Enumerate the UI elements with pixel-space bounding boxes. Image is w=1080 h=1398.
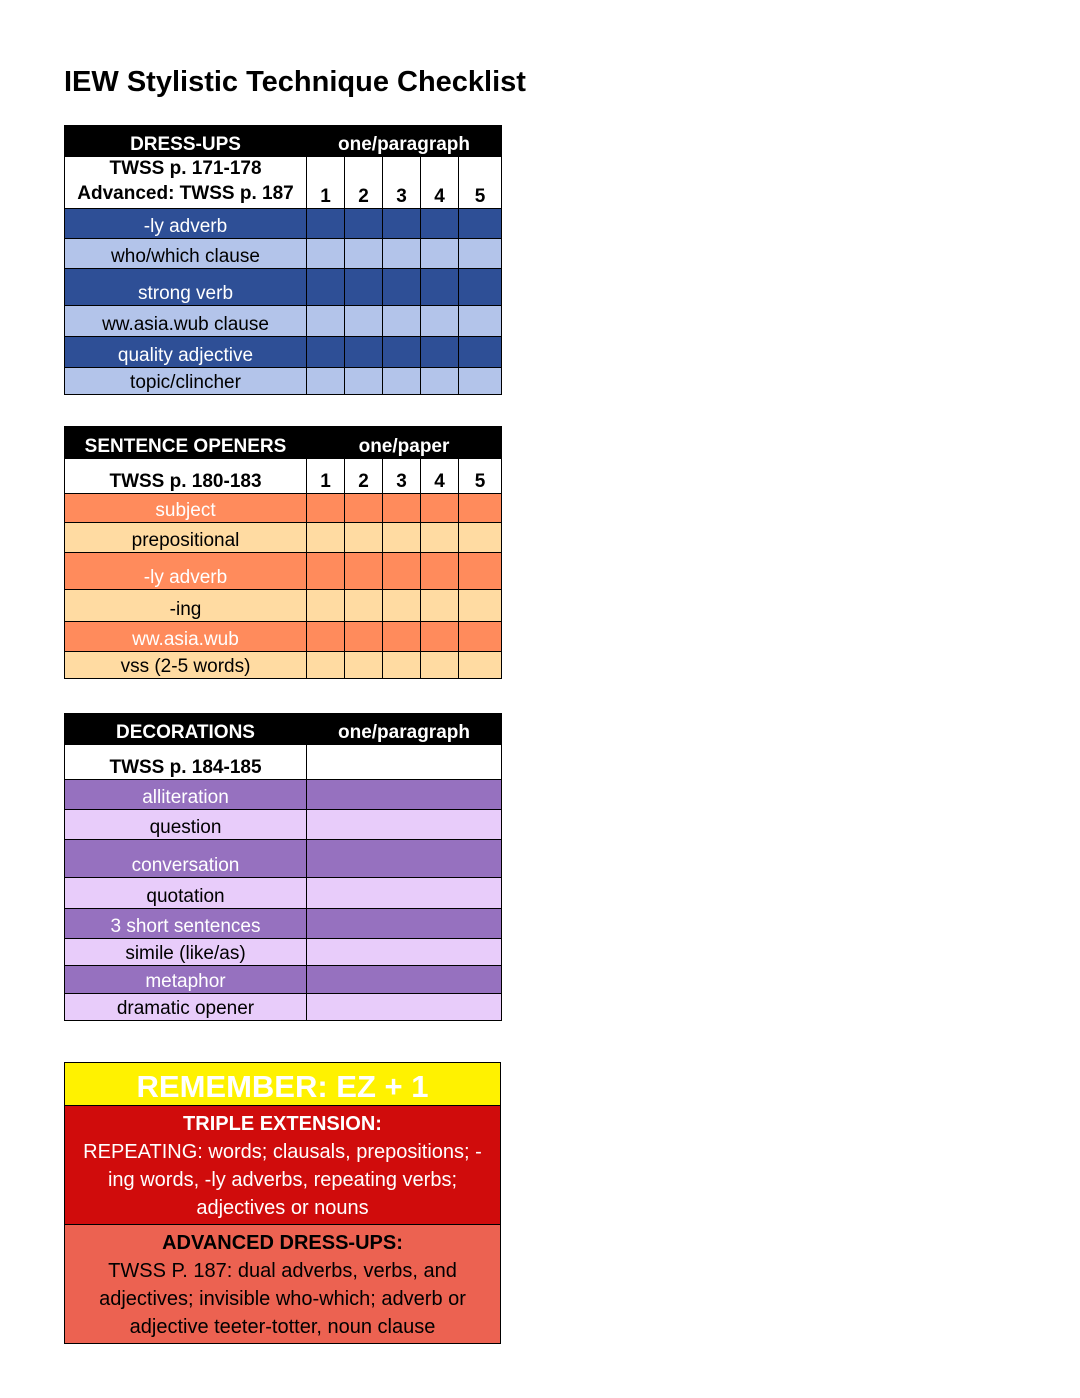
technique-label: metaphor [65, 966, 307, 994]
technique-label: simile (like/as) [65, 939, 307, 966]
checkbox-cell[interactable] [459, 269, 502, 306]
checkbox-cell[interactable] [459, 209, 502, 239]
advanced-dressups-heading: ADVANCED DRESS-UPS: [162, 1232, 403, 1254]
dressups-reference [65, 157, 307, 209]
checkbox-cell[interactable] [307, 780, 502, 810]
decorations-section [64, 713, 501, 1021]
table-row [65, 966, 502, 994]
triple-extension-line: adjectives or nouns [196, 1197, 369, 1219]
openers-header: SENTENCE OPENERS [65, 427, 307, 459]
technique-label: -ing [65, 590, 307, 622]
checkbox-cell[interactable] [459, 652, 502, 679]
column-number: 1 [307, 157, 345, 209]
remember-box [64, 1062, 501, 1344]
advanced-dressups-section [65, 1225, 500, 1343]
checkbox-cell[interactable] [307, 840, 502, 878]
technique-label: question [65, 810, 307, 840]
checkbox-cell[interactable] [307, 810, 502, 840]
checkbox-cell[interactable] [383, 368, 421, 395]
checkbox-cell[interactable] [421, 239, 459, 269]
dressups-table [64, 125, 502, 395]
checkbox-cell[interactable] [307, 494, 345, 523]
checkbox-cell[interactable] [459, 553, 502, 590]
decorations-reference: TWSS p. 184-185 [65, 745, 307, 780]
checkbox-cell[interactable] [421, 368, 459, 395]
technique-label: dramatic opener [65, 994, 307, 1021]
checkbox-cell[interactable] [421, 337, 459, 368]
checkbox-cell[interactable] [383, 652, 421, 679]
table-row [65, 780, 502, 810]
table-row [65, 269, 502, 306]
technique-label: conversation [65, 840, 307, 878]
table-row [65, 209, 502, 239]
column-number: 4 [421, 157, 459, 209]
technique-label: quotation [65, 878, 307, 909]
checkbox-cell[interactable] [383, 209, 421, 239]
table-row [65, 523, 502, 553]
technique-label: alliteration [65, 780, 307, 810]
decorations-ref-row [65, 745, 502, 780]
checkbox-cell[interactable] [345, 652, 383, 679]
openers-header-row [65, 427, 502, 459]
table-row [65, 810, 502, 840]
checkbox-cell[interactable] [459, 494, 502, 523]
column-number: 3 [383, 459, 421, 494]
table-row [65, 368, 502, 395]
checkbox-cell[interactable] [459, 337, 502, 368]
checkbox-cell[interactable] [421, 652, 459, 679]
column-number: 4 [421, 459, 459, 494]
checkbox-cell[interactable] [307, 553, 345, 590]
table-row [65, 878, 502, 909]
checkbox-cell[interactable] [307, 939, 502, 966]
table-row [65, 994, 502, 1021]
triple-extension-section [65, 1106, 500, 1225]
advanced-dressups-line: adjective teeter-totter, noun clause [129, 1316, 436, 1338]
openers-ref-row [65, 459, 502, 494]
table-row [65, 840, 502, 878]
triple-extension-line: ing words, -ly adverbs, repeating verbs; [107, 1169, 458, 1191]
checkbox-cell[interactable] [307, 966, 502, 994]
decorations-header-row [65, 714, 502, 745]
checkbox-cell[interactable] [307, 878, 502, 909]
advanced-dressups-line: TWSS P. 187: dual adverbs, verbs, and [108, 1260, 457, 1282]
checkbox-cell[interactable] [421, 269, 459, 306]
dressups-header-row [65, 126, 502, 157]
technique-label: topic/clincher [65, 368, 307, 395]
checkbox-cell[interactable] [383, 590, 421, 622]
triple-extension-heading: TRIPLE EXTENSION: [183, 1113, 382, 1135]
checkbox-cell[interactable] [307, 306, 345, 337]
checkbox-cell[interactable] [383, 269, 421, 306]
checkbox-cell[interactable] [345, 553, 383, 590]
table-row [65, 622, 502, 652]
dressups-ref1: TWSS p. 171-178 [109, 158, 262, 180]
checkbox-cell[interactable] [307, 239, 345, 269]
dressups-frequency: one/paragraph [307, 126, 502, 157]
checkbox-cell[interactable] [307, 652, 345, 679]
advanced-dressups-line: adjectives; invisible who-which; adverb or [99, 1288, 466, 1310]
technique-label: ww.asia.wub [65, 622, 307, 652]
dressups-ref-row [65, 157, 502, 209]
checkbox-cell[interactable] [383, 553, 421, 590]
checkbox-cell[interactable] [421, 622, 459, 652]
openers-table [64, 426, 502, 679]
openers-frequency: one/paper [307, 427, 502, 459]
table-row [65, 239, 502, 269]
technique-label: strong verb [65, 269, 307, 306]
checkbox-cell[interactable] [421, 209, 459, 239]
column-number: 5 [459, 157, 502, 209]
triple-extension-line: REPEATING: words; clausals, prepositions; - [83, 1141, 482, 1163]
checkbox-cell[interactable] [459, 239, 502, 269]
remember-title: REMEMBER: EZ + 1 [65, 1063, 500, 1106]
technique-label: quality adjective [65, 337, 307, 368]
technique-label: ww.asia.wub clause [65, 306, 307, 337]
column-number: 1 [307, 459, 345, 494]
checkbox-cell[interactable] [307, 337, 345, 368]
table-row [65, 306, 502, 337]
checkbox-cell[interactable] [345, 306, 383, 337]
table-row [65, 553, 502, 590]
dressups-ref2: Advanced: TWSS p. 187 [77, 182, 294, 204]
checkbox-cell[interactable] [383, 622, 421, 652]
technique-label: 3 short sentences [65, 909, 307, 939]
checkbox-cell[interactable] [307, 994, 502, 1021]
checkbox-cell[interactable] [421, 553, 459, 590]
checkbox-cell[interactable] [383, 239, 421, 269]
checkbox-cell[interactable] [345, 590, 383, 622]
checkbox-cell[interactable] [307, 269, 345, 306]
technique-label: -ly adverb [65, 553, 307, 590]
dressups-section [64, 125, 501, 395]
checkbox-cell[interactable] [459, 622, 502, 652]
checkbox-cell[interactable] [345, 239, 383, 269]
decorations-frequency: one/paragraph [307, 714, 502, 745]
checkbox-cell[interactable] [383, 306, 421, 337]
table-row [65, 494, 502, 523]
checkbox-cell[interactable] [459, 368, 502, 395]
openers-section [64, 426, 501, 679]
checkbox-cell[interactable] [421, 523, 459, 553]
checkbox-cell[interactable] [345, 622, 383, 652]
checkbox-cell[interactable] [307, 909, 502, 939]
column-number: 2 [345, 157, 383, 209]
technique-label: prepositional [65, 523, 307, 553]
table-row [65, 652, 502, 679]
technique-label: vss (2-5 words) [65, 652, 307, 679]
checkbox-cell[interactable] [459, 306, 502, 337]
checkbox-cell[interactable] [307, 622, 345, 652]
column-number: 5 [459, 459, 502, 494]
checkbox-cell[interactable] [421, 494, 459, 523]
page-title: IEW Stylistic Technique Checklist [64, 66, 526, 98]
dressups-header: DRESS-UPS [65, 126, 307, 157]
decorations-table [64, 713, 502, 1021]
checkbox-cell[interactable] [383, 494, 421, 523]
checkbox-cell[interactable] [383, 523, 421, 553]
checkbox-cell[interactable] [307, 209, 345, 239]
decorations-header: DECORATIONS [65, 714, 307, 745]
blank-cell [307, 745, 502, 780]
checkbox-cell[interactable] [345, 337, 383, 368]
column-number: 3 [383, 157, 421, 209]
checkbox-cell[interactable] [459, 523, 502, 553]
checkbox-cell[interactable] [345, 269, 383, 306]
technique-label: -ly adverb [65, 209, 307, 239]
openers-reference: TWSS p. 180-183 [65, 459, 307, 494]
checkbox-cell[interactable] [345, 368, 383, 395]
table-row [65, 337, 502, 368]
technique-label: subject [65, 494, 307, 523]
table-row [65, 909, 502, 939]
checkbox-cell[interactable] [307, 590, 345, 622]
table-row [65, 590, 502, 622]
technique-label: who/which clause [65, 239, 307, 269]
checkbox-cell[interactable] [345, 209, 383, 239]
checkbox-cell[interactable] [345, 494, 383, 523]
table-row [65, 939, 502, 966]
checkbox-cell[interactable] [421, 590, 459, 622]
checkbox-cell[interactable] [345, 523, 383, 553]
checkbox-cell[interactable] [459, 590, 502, 622]
checkbox-cell[interactable] [307, 523, 345, 553]
column-number: 2 [345, 459, 383, 494]
checkbox-cell[interactable] [421, 306, 459, 337]
checkbox-cell[interactable] [307, 368, 345, 395]
checkbox-cell[interactable] [383, 337, 421, 368]
